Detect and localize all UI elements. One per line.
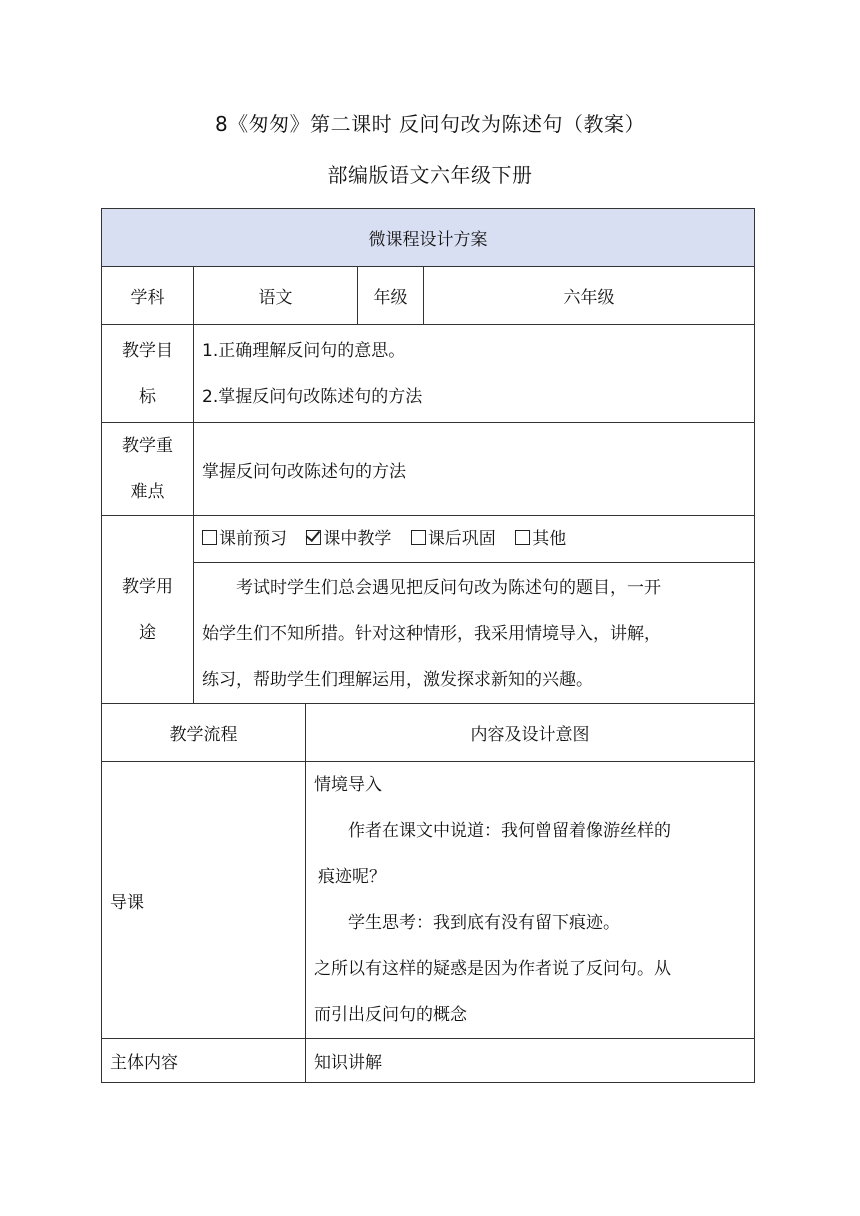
intro-content: 情境导入 作者在课文中说道：我何曾留着像游丝样的 痕迹呢？ 学生思考：我到底有没有留下痕迹。 之所以有这样的疑惑是因为作者说了反问句。从 而引出反问句的概念 (306, 762, 755, 1039)
main-label: 主体内容 (102, 1039, 306, 1083)
key-content: 掌握反问句改陈述句的方法 (194, 423, 755, 516)
grade-label: 年级 (358, 267, 424, 325)
use-content (194, 516, 755, 704)
main-content: 知识讲解 (306, 1039, 755, 1083)
table-row (102, 1039, 755, 1083)
goal-content (194, 325, 755, 423)
goal-item: 1.正确理解反问句的意思。 (202, 340, 406, 361)
flow-label: 教学流程 (102, 704, 306, 762)
option-other[interactable]: 其他 (515, 529, 566, 549)
page-title: 8《匆匆》第二课时 反问句改为陈述句（教案） (214, 112, 646, 136)
table-header: 微课程设计方案 (102, 209, 755, 267)
checkbox-icon (202, 530, 217, 545)
content-label: 内容及设计意图 (306, 704, 755, 762)
use-description: 考试时学生们总会遇见把反问句改为陈述句的题目，一开 始学生们不知所措。针对这种情形，我采用情境导入，讲解， 练习，帮助学生们理解运用，激发探求新知的兴趣。 (202, 578, 661, 690)
option-preview[interactable]: 课前预习 (202, 529, 287, 549)
table-row (102, 704, 755, 762)
intro-label: 导课 (102, 762, 306, 1039)
option-review[interactable]: 课后巩固 (411, 529, 496, 549)
use-options (194, 516, 754, 563)
table-row (102, 267, 755, 325)
table-header-row (102, 209, 755, 267)
key-label: 教学重 难点 (102, 423, 194, 516)
checkbox-icon (515, 530, 530, 545)
goal-item: 2.掌握反问句改陈述句的方法 (202, 386, 423, 407)
use-label: 教学用 途 (102, 516, 194, 704)
table-row (102, 516, 755, 704)
page-subtitle: 部编版语文六年级下册 (327, 163, 533, 187)
checkbox-icon (411, 530, 426, 545)
table-row (102, 423, 755, 516)
goal-label: 教学目 标 (102, 325, 194, 423)
table-row (102, 325, 755, 423)
subject-value: 语文 (194, 267, 358, 325)
table-row (102, 762, 755, 1039)
grade-value: 六年级 (424, 267, 755, 325)
option-in-class[interactable]: 课中教学 (306, 529, 391, 549)
lesson-plan-table (101, 208, 755, 1083)
subject-label: 学科 (102, 267, 194, 325)
checkbox-checked-icon (306, 530, 321, 545)
